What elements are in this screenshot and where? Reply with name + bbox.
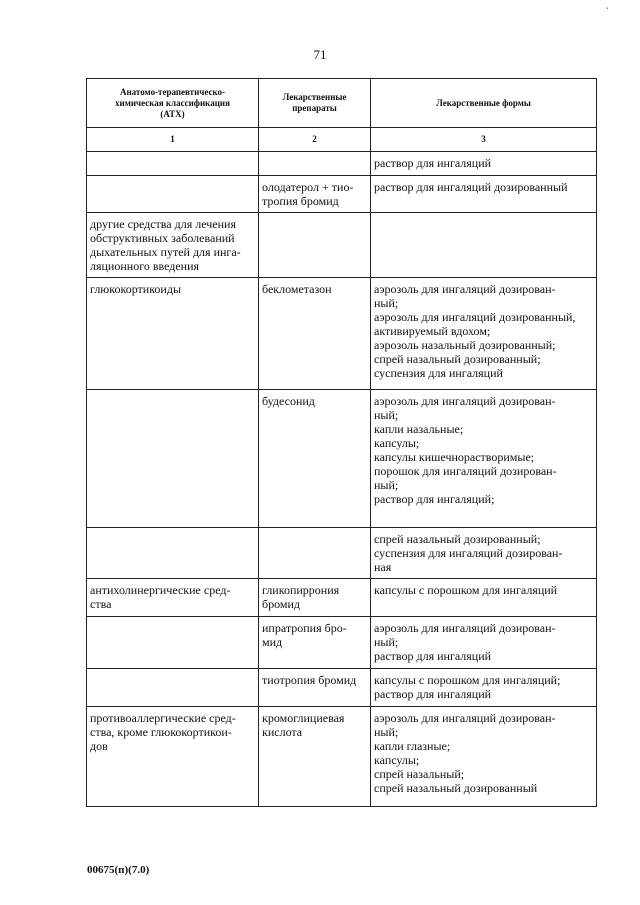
- cell-text-line: кромоглициевая: [262, 711, 345, 725]
- table-row: [87, 390, 597, 528]
- dosage-form-cell: [371, 278, 597, 390]
- cell-text-line: обструктивных заболеваний: [90, 231, 235, 245]
- cell-text-line: капсулы кишечнорастворимые;: [374, 450, 535, 464]
- cell-text-line: раствор для ингаляций дозированный: [374, 180, 568, 194]
- cell-text-line: ная: [374, 560, 392, 574]
- drug-name-cell: [259, 213, 371, 278]
- column-number: 1: [87, 128, 259, 152]
- cell-text-line: другие средства для лечения: [90, 217, 236, 231]
- cell-text-line: ный;: [374, 635, 399, 649]
- drug-name-cell: [259, 669, 371, 707]
- cell-text-line: порошок для ингаляций дозирован-: [374, 464, 557, 478]
- dosage-form-cell: [371, 707, 597, 807]
- cell-text-line: спрей назальный дозированный;: [374, 352, 541, 366]
- cell-text-line: спрей назальный;: [374, 767, 465, 781]
- table-row: [87, 213, 597, 278]
- cell-text-line: активируемый вдохом;: [374, 324, 491, 338]
- table-row: [87, 176, 597, 213]
- table-row: [87, 617, 597, 669]
- cell-text-line: капсулы;: [374, 436, 420, 450]
- cell-text-line: спрей назальный дозированный: [374, 781, 538, 795]
- cell-text-line: суспензия для ингаляций дозирован-: [374, 546, 563, 560]
- header-text-line: препараты: [292, 103, 337, 113]
- cell-text-line: ипратропия бро-: [262, 621, 347, 635]
- table-row: [87, 528, 597, 579]
- table-header-row: [87, 79, 597, 128]
- cell-text-line: олодатерол + тио-: [262, 180, 354, 194]
- dosage-form-cell: [371, 176, 597, 213]
- cell-text-line: дыхательных путей для инга-: [90, 245, 241, 259]
- cell-text-line: ства: [90, 597, 112, 611]
- atc-category-cell: [87, 278, 259, 390]
- table-row: [87, 152, 597, 176]
- atc-category-cell: [87, 579, 259, 617]
- cell-text-line: беклометазон: [262, 282, 332, 296]
- dosage-form-cell: [371, 617, 597, 669]
- dosage-form-cell: [371, 669, 597, 707]
- atc-category-cell: [87, 528, 259, 579]
- cell-text-line: будесонид: [262, 394, 315, 408]
- cell-text-line: капсулы с порошком для ингаляций: [374, 583, 558, 597]
- header-text-line: Лекарственные формы: [436, 97, 531, 108]
- drug-name-cell: [259, 707, 371, 807]
- cell-text-line: тиотропия бромид: [262, 673, 357, 687]
- header-text-line: химическая классификация: [115, 97, 230, 108]
- cell-text-line: суспензия для ингаляций: [374, 366, 503, 380]
- header-text-line: Лекарственные: [282, 92, 347, 102]
- drug-name-cell: [259, 617, 371, 669]
- dosage-form-cell: [371, 528, 597, 579]
- drug-name-cell: [259, 152, 371, 176]
- cell-text-line: раствор для ингаляций: [374, 687, 492, 701]
- cell-text-line: ства, кроме глюкокортикои-: [90, 725, 232, 739]
- cell-text-line: раствор для ингаляций: [374, 156, 492, 170]
- cell-text-line: бромид: [262, 597, 300, 611]
- cell-text-line: аэрозоль для ингаляций дозирован-: [374, 711, 556, 725]
- header-drugs: [259, 79, 371, 128]
- atc-category-cell: [87, 176, 259, 213]
- atc-category-cell: [87, 152, 259, 176]
- cell-text-line: аэрозоль для ингаляций дозирован-: [374, 621, 556, 635]
- header-dosage-forms: [371, 79, 597, 128]
- cell-text-line: капли глазные;: [374, 739, 451, 753]
- table-row: [87, 707, 597, 807]
- column-number-row: [87, 128, 597, 152]
- table-row: [87, 669, 597, 707]
- column-number: 2: [259, 128, 371, 152]
- header-atc-classification: [87, 79, 259, 128]
- dosage-form-cell: [371, 152, 597, 176]
- cell-text-line: раствор для ингаляций: [374, 649, 492, 663]
- cell-text-line: глюкокортикоиды: [90, 282, 182, 296]
- cell-text-line: антихолинергические сред-: [90, 583, 231, 597]
- atc-category-cell: [87, 390, 259, 528]
- cell-text-line: противоаллергические сред-: [90, 711, 236, 725]
- cell-text-line: аэрозоль для ингаляций дозирован-: [374, 394, 556, 408]
- atc-drug-table: [86, 78, 597, 807]
- cell-text-line: гликопиррония: [262, 583, 340, 597]
- cell-text-line: ный;: [374, 725, 399, 739]
- drug-name-cell: [259, 176, 371, 213]
- cell-text-line: ляционного введения: [90, 259, 200, 273]
- atc-category-cell: [87, 213, 259, 278]
- cell-text-line: капсулы;: [374, 753, 420, 767]
- page-number: 71: [313, 47, 327, 62]
- cell-text-line: ный;: [374, 408, 399, 422]
- document-footer-code: 00675(п)(7.0): [87, 864, 150, 876]
- cell-text-line: аэрозоль для ингаляций дозированный,: [374, 310, 576, 324]
- table-row: [87, 278, 597, 390]
- dosage-form-cell: [371, 213, 597, 278]
- cell-text-line: капли назальные;: [374, 422, 464, 436]
- atc-category-cell: [87, 707, 259, 807]
- cell-text-line: тропия бромид: [262, 194, 339, 208]
- atc-category-cell: [87, 617, 259, 669]
- dosage-form-cell: [371, 390, 597, 528]
- cell-text-line: раствор для ингаляций;: [374, 492, 495, 506]
- column-number: 3: [371, 128, 597, 152]
- cell-text-line: аэрозоль для ингаляций дозирован-: [374, 282, 556, 296]
- header-text-line: (АТХ): [160, 108, 185, 119]
- drug-name-cell: [259, 579, 371, 617]
- scan-mark: ‘: [606, 5, 609, 15]
- drug-name-cell: [259, 390, 371, 528]
- cell-text-line: ный;: [374, 296, 399, 310]
- cell-text-line: кислота: [262, 725, 303, 739]
- atc-category-cell: [87, 669, 259, 707]
- header-text-line: Анатомо-терапевтическо-: [119, 86, 226, 97]
- cell-text-line: аэрозоль назальный дозированный;: [374, 338, 556, 352]
- drug-name-cell: [259, 528, 371, 579]
- dosage-form-cell: [371, 579, 597, 617]
- cell-text-line: капсулы с порошком для ингаляций;: [374, 673, 561, 687]
- drug-name-cell: [259, 278, 371, 390]
- cell-text-line: дов: [90, 739, 108, 753]
- table-row: [87, 579, 597, 617]
- cell-text-line: спрей назальный дозированный;: [374, 532, 541, 546]
- cell-text-line: мид: [262, 635, 283, 649]
- cell-text-line: ный;: [374, 478, 399, 492]
